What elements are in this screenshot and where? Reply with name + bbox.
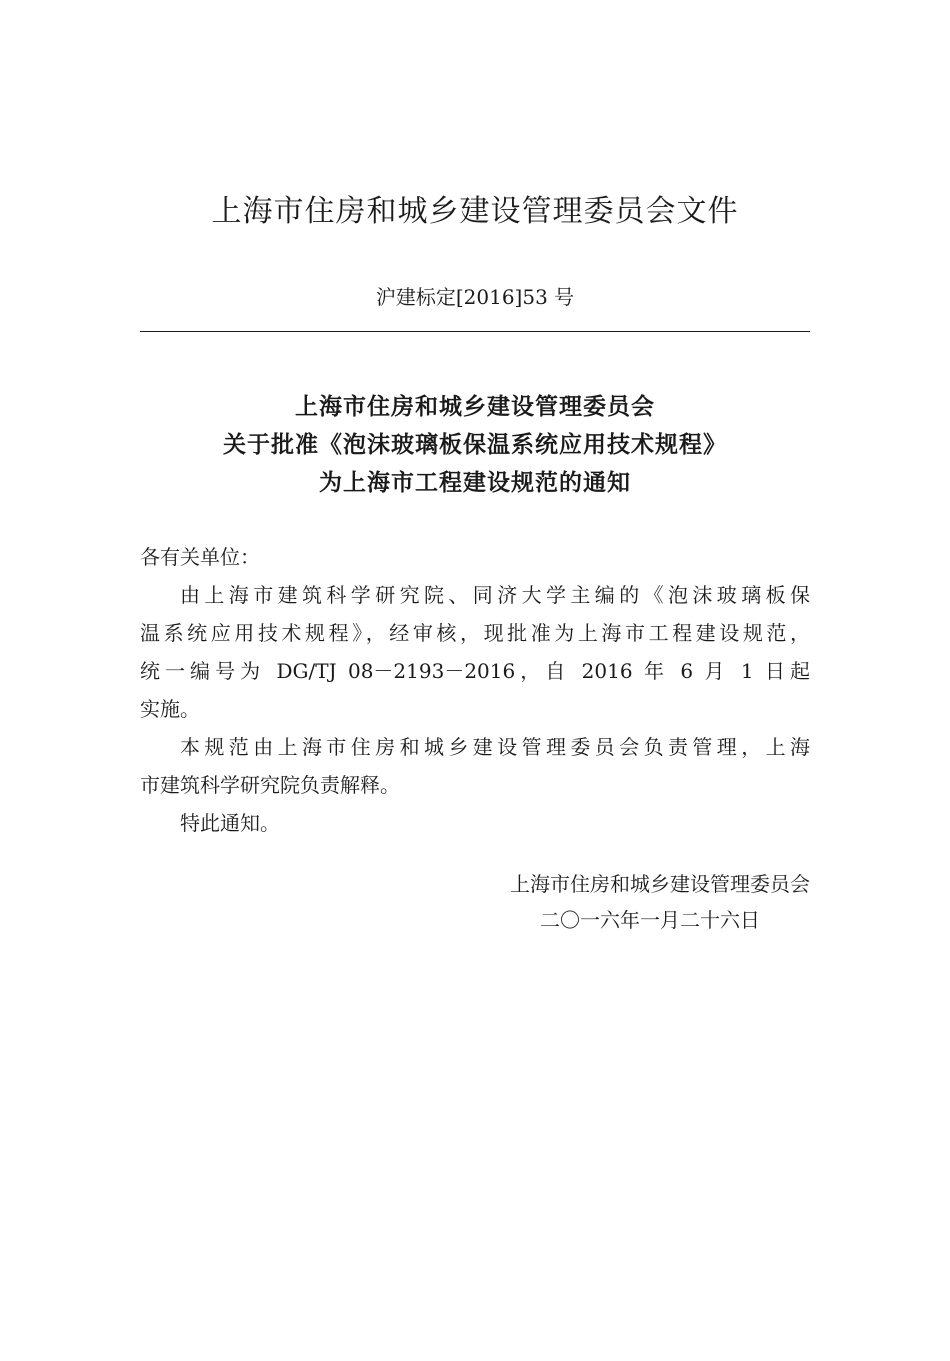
notice-title (0, 388, 950, 502)
signature-organization: 上海市住房和城乡建设管理委员会 (510, 872, 810, 896)
paragraph-management-line-1: 本规范由上海市住房和城乡建设管理委员会负责管理，上海 (180, 735, 810, 759)
notice-title-line-1: 上海市住房和城乡建设管理委员会 (295, 394, 655, 420)
paragraph-management-line-2: 市建筑科学研究院负责解释。 (140, 773, 400, 797)
signature-date: 二〇一六年一月二十六日 (540, 908, 760, 932)
paragraph-approval-line-2: 温系统应用技术规程》，经审核，现批准为上海市工程建设规范， (140, 621, 810, 645)
paragraph-approval-line-4: 实施。 (140, 697, 200, 721)
document-number: 沪建标定[2016]53 号 (375, 285, 575, 309)
notice-body (140, 538, 810, 842)
paragraph-approval-line-1: 由上海市建筑科学研究院、同济大学主编的《泡沫玻璃板保 (180, 583, 810, 607)
paragraph-approval-line-3: 统一编号为 DG/TJ 08－2193－2016，自 2016 年 6 月 1 日起 (140, 659, 810, 683)
salutation: 各有关单位： (140, 545, 260, 569)
signature-block (140, 866, 810, 938)
paragraph-approval (140, 576, 810, 728)
paragraph-management (140, 728, 810, 804)
paragraph-closing (140, 804, 810, 842)
issuer-heading: 上海市住房和城乡建设管理委员会文件 (211, 194, 739, 229)
notice-title-line-3: 为上海市工程建设规范的通知 (319, 470, 631, 496)
paragraph-closing-line: 特此通知。 (180, 811, 280, 835)
header-divider (140, 331, 810, 332)
notice-title-line-2: 关于批准《泡沫玻璃板保温系统应用技术规程》 (223, 432, 727, 458)
